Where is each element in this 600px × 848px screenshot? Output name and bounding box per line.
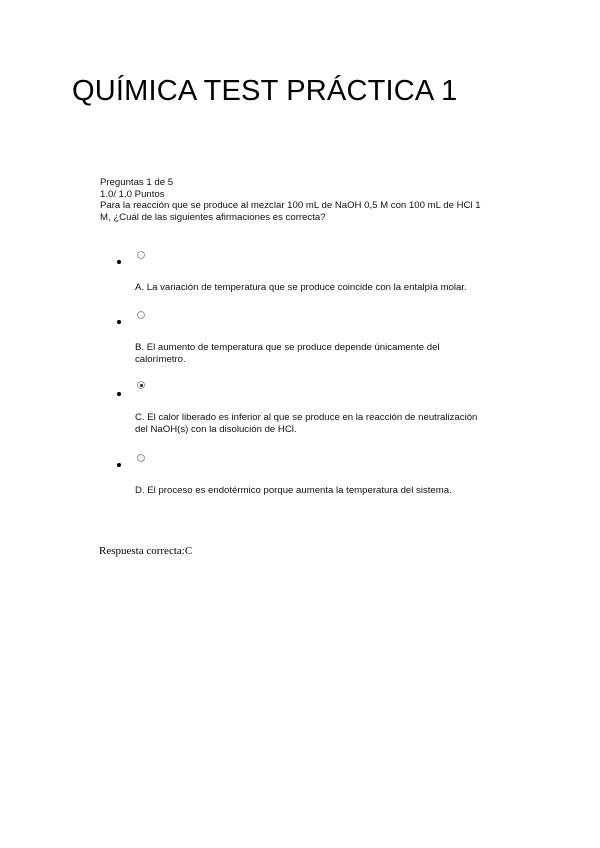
option-c-radio[interactable] [137, 381, 145, 389]
bullet-dot [117, 392, 121, 396]
option-b-text [135, 342, 515, 366]
option-a-text-line-1: A. La variación de temperatura que se produce coincide con la entalpía molar. [135, 282, 467, 293]
question-text-line-2: M, ¿Cuál de las siguientes afirmaciones es correcta? [100, 211, 326, 223]
option-b-text-line-2: calorímetro. [135, 354, 186, 365]
option-a-text [135, 282, 515, 294]
option-c-text-line-2: del NaOH(s) con la disolución de HCl. [135, 424, 297, 435]
question-points: 1.0/ 1.0 Puntos [100, 188, 165, 200]
option-c-text [135, 412, 515, 436]
option-b-text-line-1: B. El aumento de temperatura que se produce depende únicamente del [135, 342, 440, 353]
page-title: QUÍMICA TEST PRÁCTICA 1 [72, 75, 458, 107]
option-d-text-line-1: D. El proceso es endotérmico porque aumenta la temperatura del sistema. [135, 485, 452, 496]
option-a-radio[interactable] [137, 251, 145, 259]
bullet-dot [117, 320, 121, 324]
option-d-text [135, 485, 515, 497]
bullet-dot [117, 463, 121, 467]
question-text-line-1: Para la reacción que se produce al mezclar 100 mL de NaOH 0,5 M con 100 mL de HCl 1 [100, 200, 481, 211]
option-c-text-line-1: C. El calor liberado es inferior al que se produce en la reacción de neutralización [135, 412, 478, 423]
bullet-dot [117, 260, 121, 264]
correct-answer: Respuesta correcta:C [99, 545, 193, 557]
option-d-radio[interactable] [137, 454, 145, 462]
question-counter: Preguntas 1 de 5 [100, 177, 174, 188]
option-b-radio[interactable] [137, 311, 145, 319]
